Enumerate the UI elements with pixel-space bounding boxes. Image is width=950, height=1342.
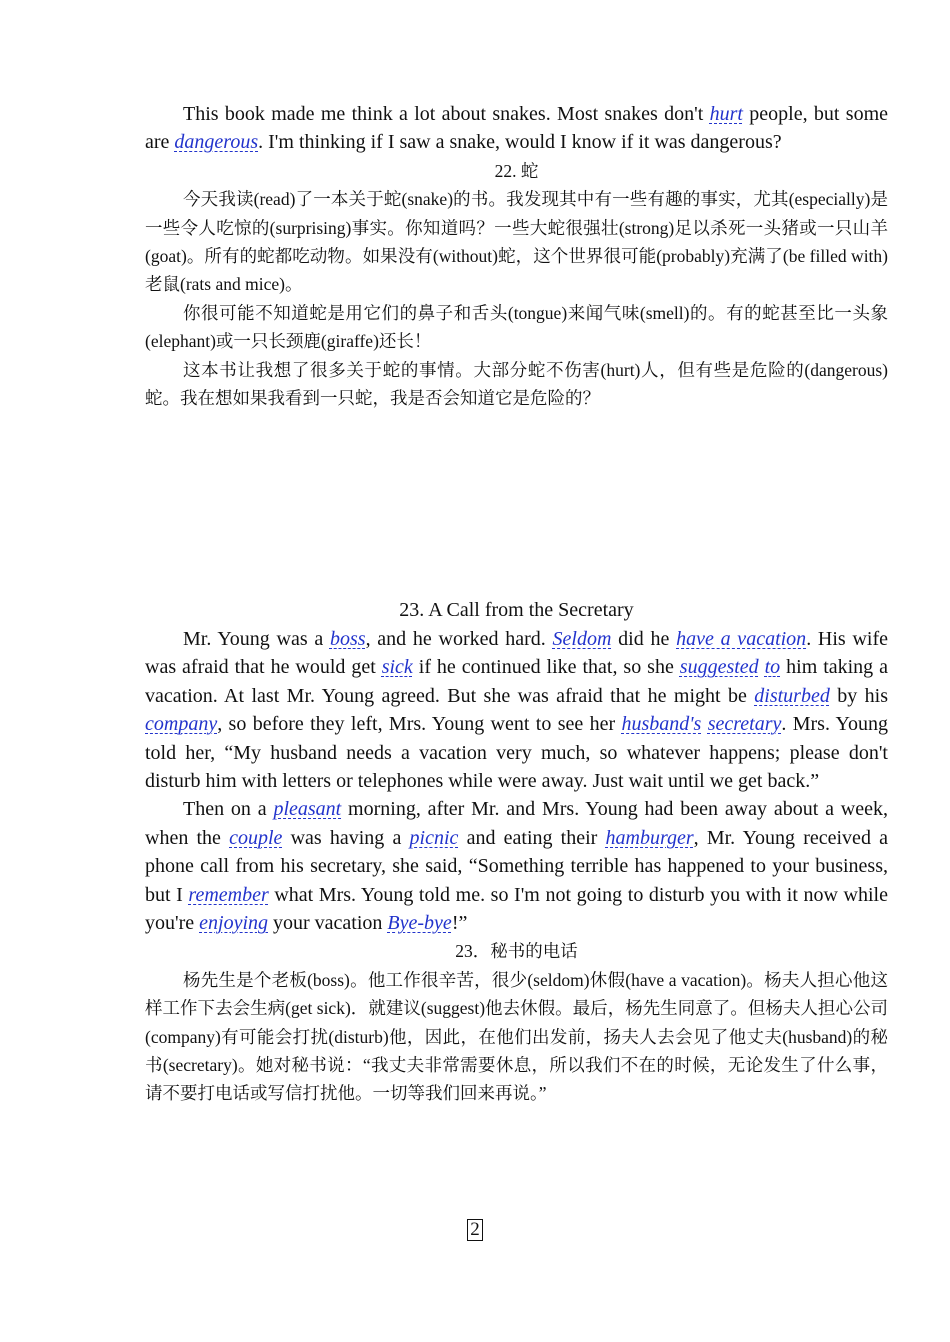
blank-space [145,412,888,596]
story22-cn-title: 22. 蛇 [494,160,539,181]
text-run: morning, after Mr. and Mrs. Young had been away about a week, when the [145,798,888,849]
text-run: Mr. Young was a [183,627,330,650]
vocab-link[interactable]: sick [381,656,413,679]
vocab-link[interactable]: Seldom [552,627,612,650]
text-run: . Mrs. Young told her, “My husband needs a vacation very much, so whatever happens; please don't disturb him with letters or telephones while were away. Just wait until we get back.” [145,713,888,792]
text-run: by his [829,684,888,707]
text-run: people, but some are [145,103,888,154]
story22-en-paragraph [145,100,888,157]
vocab-link[interactable]: pleasant [273,798,342,821]
vocab-link[interactable]: secretary [707,713,782,736]
text-run: did he [611,627,677,650]
text-run: your vacation [268,911,388,934]
text-run: was having a [282,826,410,849]
story23-cn-paragraph: 杨先生是个老板(boss)。他工作很辛苦，很少(seldom)休假(have a vacation)。杨夫人担心他这样工作下去会生病(get sick)．就建议(suggest)他去休假。最后，杨先生同意了。但杨夫人担心公司(company)有可能会打扰(disturb)他，因此，在他们出发前，扬夫人去会见了他丈夫(husband)的秘书(secretary)。她对秘书说：“我丈夫非常需要休息，所以我们不在的时候，无论发生了什么事，请不要打电话或写信打扰他。一切等我们回来再说。” [145,969,888,1104]
text-run: him taking a vacation. At last Mr. Young agreed. But she was afraid that he might be [145,656,889,707]
text-run: , Mr. Young received a phone call from his secretary, she said, “Something terrible has happened to your business, but I [145,826,888,906]
text-run: This book made me think a lot about snakes. Most snakes don't [183,103,710,125]
text-run: , so before they left, Mrs. Young went to see her [217,713,622,736]
vocab-link[interactable]: picnic [409,826,459,849]
story22-cn-paragraph-3: 这本书让我想了很多关于蛇的事情。大部分蛇不伤害(hurt)人，但有些是危险的(dangerous)蛇。我在想如果我看到一只蛇，我是否会知道它是危险的？ [145,359,888,409]
vocab-link[interactable]: hurt [709,103,743,125]
vocab-link[interactable]: remember [188,883,269,906]
vocab-link[interactable]: enjoying [199,911,269,934]
text-run: what Mrs. Young told me. so I'm not going to disturb you with it now while you're [145,883,888,934]
story23-title: 23. A Call from the Secretary [399,599,634,622]
vocab-link[interactable]: couple [229,826,283,849]
page-number-box: 2 [467,1219,483,1241]
vocab-link[interactable]: hamburger [605,826,694,849]
vocab-link[interactable]: Bye-bye [387,911,452,934]
text-run: and eating their [458,826,606,849]
text-run: Then on a [183,798,274,821]
story23-en-paragraph-1 [145,625,888,795]
text-run: , and he worked hard. [365,627,553,650]
text-run: . I'm thinking if I saw a snake, would I know if it was dangerous? [258,131,782,154]
vocab-link[interactable]: husband's [621,713,702,736]
vocab-link[interactable]: disturbed [754,684,830,707]
vocab-link[interactable]: boss [329,627,366,650]
text-run: if he continued like that, so she [412,656,680,679]
story23-en-paragraph-2 [145,795,888,937]
story22-cn-paragraph-2: 你很可能不知道蛇是用它们的鼻子和舌头(tongue)来闻气味(smell)的。有的蛇甚至比一头象(elephant)或一只长颈鹿(giraffe)还长！ [145,302,888,352]
vocab-link[interactable]: dangerous [174,131,259,154]
story23-cn-title: 23．秘书的电话 [455,941,578,962]
page-number [0,1219,950,1241]
vocab-link[interactable]: have a vacation [676,627,807,650]
text-run: !” [451,911,468,934]
text-run: . His wife was afraid that he would get [145,627,888,679]
vocab-link[interactable]: suggested [679,656,759,679]
vocab-link[interactable]: company [145,713,218,736]
vocab-link[interactable]: to [764,656,781,679]
document-page [145,100,888,1108]
story22-cn-paragraph-1: 今天我读(read)了一本关于蛇(snake)的书。我发现其中有一些有趣的事实，尤其(especially)是一些令人吃惊的(surprising)事实。你知道吗？一些大蛇很强壮(strong)足以杀死一头猪或一只山羊(goat)。所有的蛇都吃动物。如果没有(without)蛇，这个世界很可能(probably)充满了(be filled with)老鼠(rats and mice)。 [145,189,888,295]
